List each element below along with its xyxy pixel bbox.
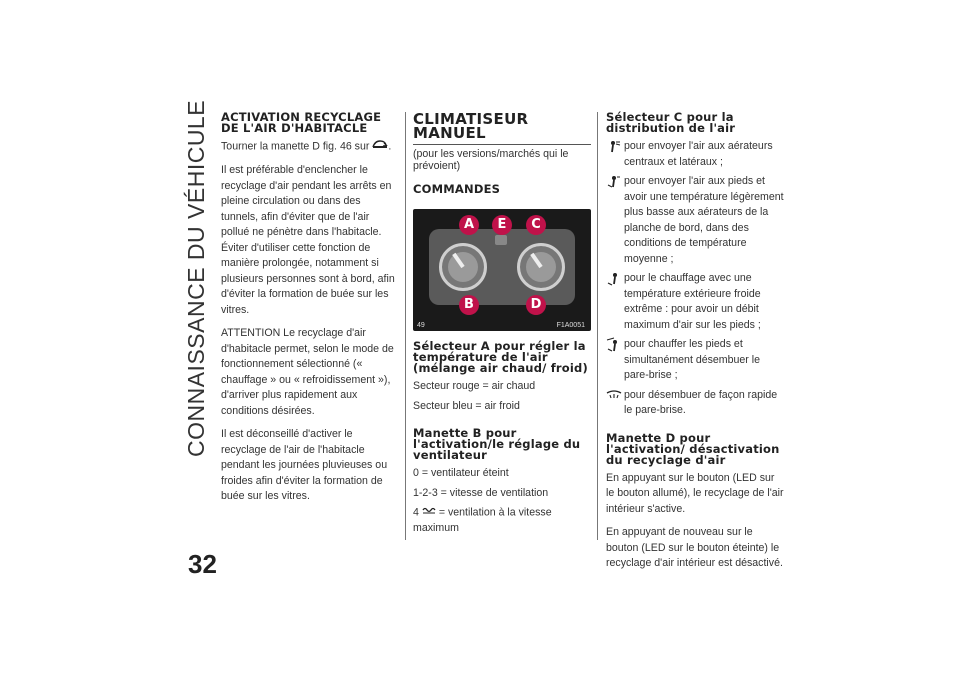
distribution-item — [606, 139, 784, 170]
knob-c — [517, 243, 565, 291]
figure-code: F1A0051 — [556, 322, 585, 329]
distribution-text-5: pour désembuer de façon rapide le pare-brise. — [624, 388, 778, 416]
callout-c: C — [526, 215, 546, 235]
recirculation-paragraph-3: ATTENTION Le recyclage d'air d'habitacle permet, selon le mode de fonctionnement sélectionné (« chauffage » ou « refroidissement »), d'arriver plus rapidement aux conditions désirées. — [221, 327, 394, 417]
selector-a-blue: Secteur bleu = air froid — [413, 399, 520, 412]
commandes-heading: COMMANDES — [413, 182, 501, 196]
column-divider-1 — [405, 112, 406, 540]
column-distribution — [606, 112, 784, 580]
face-feet-vent-icon — [606, 174, 622, 190]
recirculation-paragraph-2: Il est préférable d'enclencher le recyclage d'air pendant les arrêts en pleine circulation ou dans des tunnels, afin d'éviter que de l'air pollué ne pénètre dans l'habitacle. Éviter d'utiliser cette fonction de manière prolongée, notamment si plusieurs personnes sont à bord, afin d'éviter la formation de buée sur les vitres. — [221, 164, 395, 316]
knob-a — [439, 243, 487, 291]
title-rule — [413, 144, 591, 145]
controls-figure — [413, 209, 591, 331]
feet-vent-icon — [606, 271, 622, 287]
column-divider-2 — [597, 112, 598, 540]
callout-a: A — [459, 215, 479, 235]
distribution-text-1: pour envoyer l'air aux aérateurs centraux et latéraux ; — [624, 140, 773, 168]
manette-d-paragraph-2: En appuyant de nouveau sur le bouton (LED sur le bouton éteinte) le recyclage d'air intérieur est désactivé. — [606, 526, 783, 569]
side-section-title: CONNAISSANCE DU VÉHICULE — [183, 99, 209, 457]
fan-max-icon — [422, 505, 436, 521]
figure-number: 49 — [417, 322, 425, 329]
recirculation-paragraph-1: Tourner la manette D fig. 46 sur . — [221, 140, 392, 153]
manette-b-0: 0 = ventilateur éteint — [413, 467, 509, 479]
callout-b: B — [459, 295, 479, 315]
selector-a-red: Secteur rouge = air chaud — [413, 380, 536, 392]
face-vent-icon — [606, 139, 622, 155]
callout-e: E — [492, 215, 512, 235]
manette-b-123: 1-2-3 = vitesse de ventilation — [413, 486, 549, 499]
button-e — [495, 235, 507, 245]
selector-a-heading: Sélecteur A pour régler la température de l'air (mélange air chaud/ froid) — [413, 339, 588, 375]
manette-b-heading: Manette B pour l'activation/le réglage du ventilateur — [413, 426, 581, 462]
distribution-item — [606, 337, 784, 384]
manette-d-heading: Manette D pour l'activation/ désactivation du recyclage d'air — [606, 430, 780, 467]
manual-climate-title: CLIMATISEUR MANUEL — [413, 110, 529, 142]
selector-c-heading: Sélecteur C pour la distribution de l'air — [606, 110, 736, 135]
column-manual-climate — [413, 112, 591, 545]
column-recirculation — [221, 112, 397, 513]
recirculation-icon — [372, 139, 388, 155]
page-number: 32 — [188, 549, 217, 579]
distribution-item — [606, 388, 784, 419]
distribution-item — [606, 174, 784, 267]
distribution-text-2: pour envoyer l'air aux pieds et avoir une température légèrement plus basse aux aérateurs de la planche de bord, dans des conditions de température moyenne ; — [624, 175, 784, 265]
manual-climate-subtitle: (pour les versions/marchés qui le prévoient) — [413, 148, 569, 172]
feet-windscreen-icon — [606, 337, 622, 353]
manette-b-4: 4 = ventilation à la vitesse maximum — [413, 506, 552, 535]
callout-d: D — [526, 295, 546, 315]
distribution-text-4: pour chauffer les pieds et simultanément désembuer le pare-brise ; — [624, 338, 761, 381]
distribution-item — [606, 271, 784, 333]
recirculation-heading: ACTIVATION RECYCLAGE DE L'AIR D'HABITACLE — [221, 110, 382, 135]
defrost-icon — [606, 388, 622, 404]
manette-d-paragraph-1: En appuyant sur le bouton (LED sur le bouton allumé), le recyclage de l'air intérieur s'active. — [606, 471, 784, 515]
distribution-text-3: pour le chauffage avec une température extérieure froide extrême : pour avoir un débit maximum d'air sur les pieds ; — [624, 272, 761, 331]
recirculation-paragraph-4: Il est déconseillé d'activer le recyclage de l'air de l'habitacle pendant les journées pluvieuses ou froides afin d'éviter la formation de buée sur les vitres. — [221, 428, 388, 503]
